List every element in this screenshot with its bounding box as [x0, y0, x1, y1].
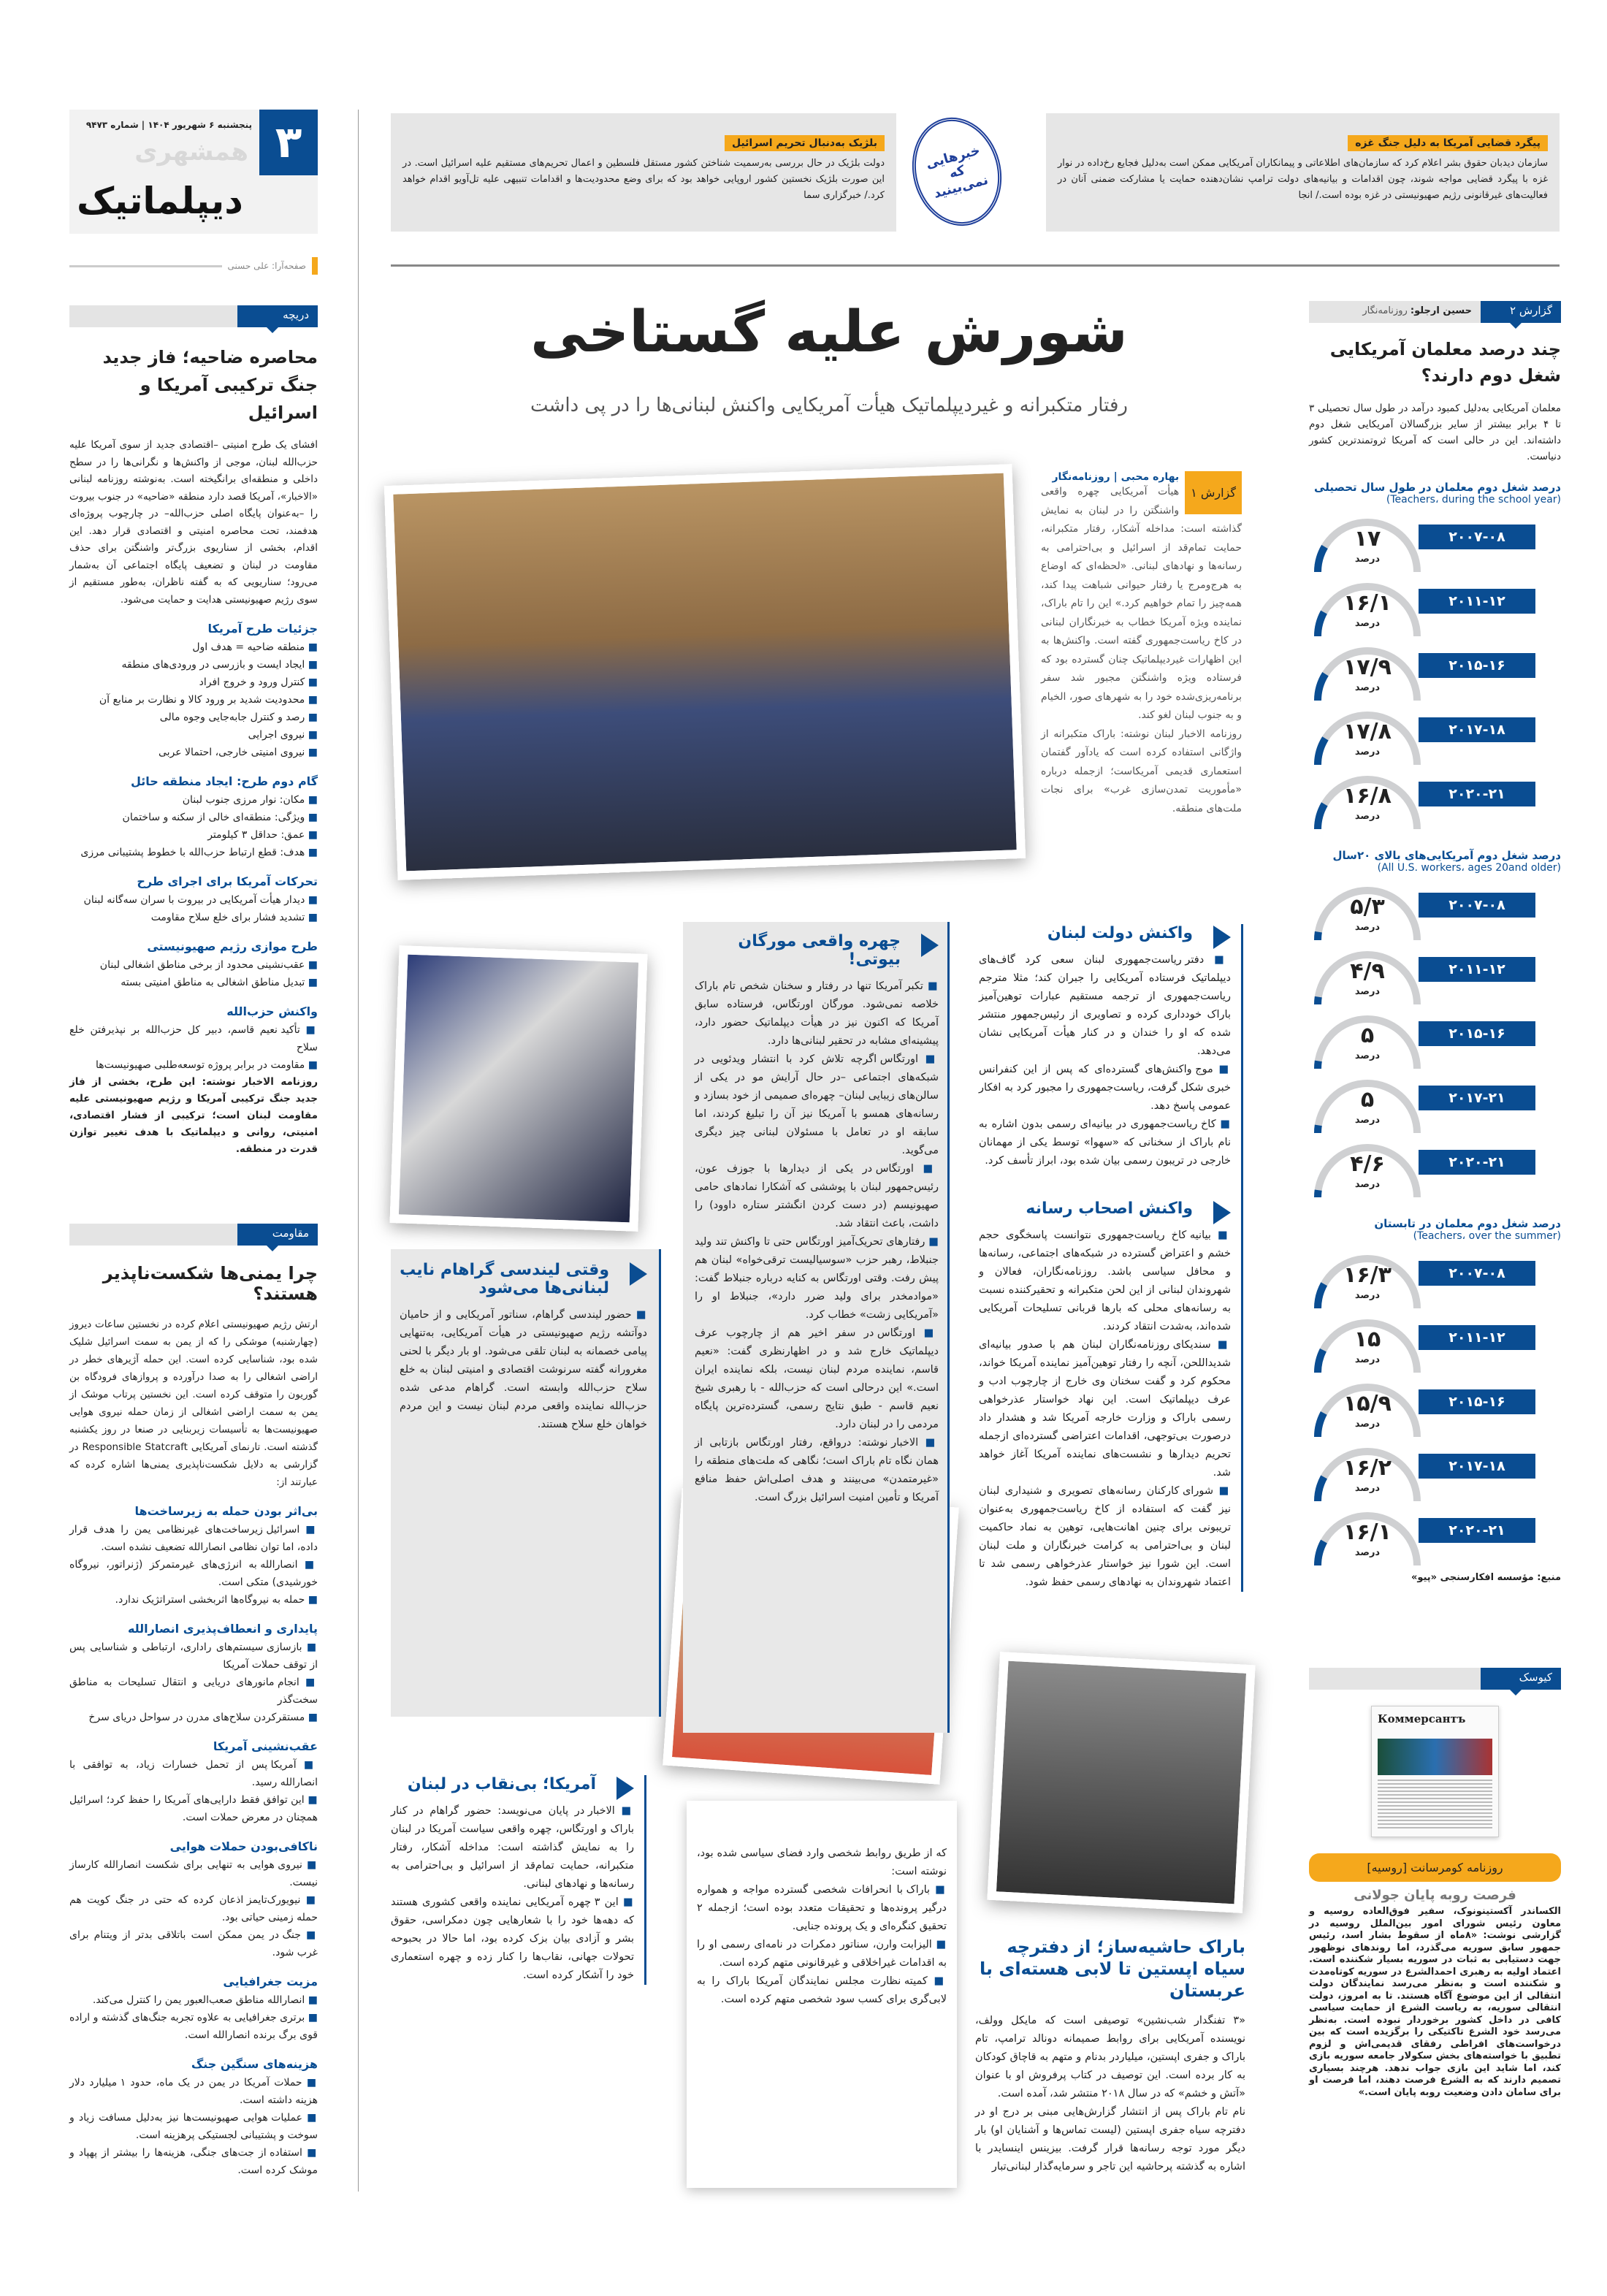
gauge-row — [1309, 1506, 1561, 1569]
divider — [391, 264, 1560, 267]
gauge-year-label: ۲۰۲۰-۲۱ — [1419, 1518, 1535, 1543]
list-item: ■ آمریکا پس از تحمل خسارات زیاد، به توافقی با انصارالله رسید. — [69, 1756, 318, 1791]
list-item: ■ کاخ ریاست‌جمهوری در بیانیه‌ای رسمی بدون اشاره به نام باراک از سخنانی که «سهوا» توسط یکی از مهمانان خارجی در تریبون رسمی بیان شده بود، ابراز تأسف کرد. — [979, 1115, 1231, 1170]
group-title: عقب‌نشینی آمریکا — [213, 1739, 318, 1753]
fact-groups — [69, 622, 318, 1074]
group-title: طرح موازی رژیم صهیونیستی — [147, 939, 318, 953]
list-item: ■ اورتگاس اگرچه تلاش کرد با انتشار ویدئویی در شبکه‌های اجتماعی –در حال آرایش مو در یکی از سالن‌های زیبایی لبنان– چهره‌ای صمیمی از خود بسازد و رسانه‌های همسو با آمریکا نیز آن را تبلیغ کردند، اما سابقه او در تعامل با مسئولان لبنانی چیز دیگری می‌گوید. — [695, 1050, 939, 1160]
top-news-body: سازمان دیدبان حقوق بشر اعلام کرد که سازمان‌های اطلاعاتی و پیمانکاران آمریکایی ممکن است به‌دلیل فجایع رخ‌داده در نوار غزه با پیگرد قضایی مواجه شوند، چون اقدامات و بیانیه‌های دولت ترامپ نشان‌دهنده حمایت یا مشارکت ضمنی آنان در فعالیت‌های غیرقانونی رژیم صهیونیستی در غزه بوده است./ انجا — [1058, 158, 1548, 201]
gauge-value-number: ۴/۹ — [1350, 958, 1385, 984]
gauge-row — [1309, 1074, 1561, 1137]
gauge-value-number: ۴/۶ — [1350, 1151, 1385, 1177]
list-item: ■ دفتر ریاست‌جمهوری لبنان سعی کرد گاف‌های دیپلماتیک فرستاده آمریکایی را جبران کند؛ مثلا مترجم ریاست‌جمهوری از ترجمه مستقیم عبارات توهین‌آمیز باراک خودداری کرده و تصاویری از رئیس‌جمهور منتشر شده که او را خندان و در کنار هیأت آمریکایی نشان می‌دهد. — [979, 951, 1231, 1061]
gauge-row — [1309, 641, 1561, 704]
closing-text: روزنامه الاخبار نوشته: این طرح، بخشی از فاز جدید جنگ ترکیبی آمریکا و رژیم صهیونیستی علیه مقاومت لبنان است؛ ترکیبی از فشار اقتصادی، امنیتی، روانی و دیپلماتیک با هدف تغییر توازن قدرت در منطقه. — [69, 1076, 318, 1155]
gauge-year-label: ۲۰۱۵-۱۶ — [1419, 1021, 1535, 1046]
section-title: وقتی لیندسی گراهام نایب لبنانی‌ها می‌شود — [400, 1261, 647, 1297]
section-title: باراک حاشیه‌ساز؛ از دفترچه سیاه اپستین تا لابی هسته‌ای با عربستان — [979, 1937, 1245, 2001]
gauge-value-number: ۱۷/۹ — [1343, 655, 1392, 680]
report-1 — [1041, 471, 1242, 818]
gauge-value — [1309, 896, 1426, 933]
list-item: ■ نیویورک‌تایمز اذعان کرده که حتی در جنگ کویت هم حمله زمینی حیاتی بود. — [69, 1891, 318, 1926]
gauge-row — [1309, 513, 1561, 576]
left-column-resistance — [69, 1224, 318, 2179]
list-item: ■ سندیکای روزنامه‌نگاران لبنان هم با صدور بیانیه‌ای شدیداللحن، آنچه را رفتار توهین‌آمیز نماینده آمریکا خواند، محکوم کرد و گفت سخنان وی خارج از چارچوب ادب و عرف دیپلماتیک است. این نهاد خواستار عذرخواهی رسمی باراک و وزارت خارجه آمریکا شد و هشدار داد درصورت بی‌توجهی، اقدامات اعتراضی گسترده‌ای ازجمله تحریم دیدارها و نشست‌های نماینده آمریکا آغاز خواهد شد. — [979, 1336, 1231, 1482]
gauge-year-label: ۲۰۱۱-۱۲ — [1419, 957, 1535, 982]
chart-title: درصد شغل دوم معلمان در طول سال تحصیلی — [1314, 481, 1561, 494]
list-item: ■ محدودیت شدید بر ورود کالا و نظارت بر منابع آن — [69, 691, 318, 709]
photo-lindsey-graham — [389, 945, 647, 1232]
chart-title: درصد شغل دوم آمریکایی‌های بالای ۲۰سال — [1332, 849, 1561, 862]
section-barrack — [975, 1936, 1245, 2176]
gauge-value-number: ۱۶/۳ — [1343, 1262, 1392, 1288]
list-item: ■ دیدار هیأت آمریکایی در بیروت با سران سه‌گانه لبنان — [69, 891, 318, 909]
list-item: ■ برتری جغرافیایی به علاوه تجربه جنگ‌های گذشته و اراده قوی برگ برنده انصارالله است. — [69, 2009, 318, 2044]
kiosk-body: الکساندر آکستینونوک، سفیر فوق‌العاده روسیه و معاون رئیس شورای امور بین‌الملل روسیه در گزارشی نوشت: «۸ماه از سقوط بشار اسد، رئیس جمهور سابق سوریه می‌گذرد، اما روندهای نوظهور جهت دستیابی به ثبات در سوریه بسیار شکننده است. اعتماد اولیه به رهبری احمدالشرع در سوریه کوتاه‌مدت و شکننده است و به‌نظر می‌رسد نمایندگان دولت انتقالی از این موضوع آگاه هستند. تا به امروز، دولت انتقالی سوریه، به ریاست الشرع از حمایت سیاسی کافی در داخل کشور برخوردار نبوده است. به‌نظر می‌رسد خود الشرع تاکتیکی را برگزیده است که بین درخواست‌های افراطی رفقای قدیمی‌اش و لزوم تطبیق با خواسته‌های بخش سکولار جامعه سوریه بازی کند، اما شاید این بازی جواب ندهد. هرچند بسیاری تصمیم دارند که به الشرع فرصت دهند، اما فرصت او برای سامان دادن وضعیت روبه پایان است.» — [1309, 1906, 1561, 2098]
section-tag: مقاومت — [237, 1224, 318, 1246]
top-news-right — [1046, 113, 1560, 232]
gauge-value-number: ۵ — [1360, 1087, 1375, 1113]
gauge-row — [1309, 1138, 1561, 1201]
gauge-value — [1309, 656, 1426, 693]
list-item: ■ کمیته نظارت مجلس نمایندگان آمریکا باراک را به لابی‌گری برای کسب سود شخصی متهم کرده است. — [697, 1972, 947, 2009]
article-title: چند درصد معلمان آمریکایی شغل دوم دارند؟ — [1329, 339, 1561, 386]
group-title: هزینه‌های سنگین جنگ — [191, 2057, 318, 2071]
gauge-year-label: ۲۰۲۰-۲۱ — [1419, 782, 1535, 806]
byline — [1354, 301, 1481, 323]
barrack-continued-card — [687, 1801, 957, 2188]
gauge-unit: درصد — [1354, 1483, 1381, 1494]
section-ortagus — [683, 922, 950, 1733]
gauge-unit: درصد — [1354, 618, 1381, 629]
list-item: ■ مستقرکردن سلاح‌های مدرن در سواحل دریای سرخ — [69, 1709, 318, 1726]
gauge-row — [1309, 770, 1561, 833]
list-item: ■ نیروی هوایی به تنهایی برای شکست انصارالله کارساز نیست. — [69, 1856, 318, 1891]
list-item: ■ اورتگاس در سفر اخیر هم از چارچوب عرف دیپلماتیک خارج شد و در اظهارنظری گفت: «نعیم قاسم، نماینده مردم لبنان نیست، بلکه نماینده ایران است.» این درحالی است که حزب‌الله - با رهبری شیخ نعیم قاسم - طبق نتایج رسمی، گسترده‌ترین پایگاه مردمی را در لبنان دارد. — [695, 1324, 939, 1434]
section-header — [1309, 301, 1561, 323]
article-body: «۳ تفنگدار شب‌نشین» توصیفی است که مایکل وولف، نویسنده آمریکایی برای روابط صمیمانه دونالد ترامپ، تام باراک و جفری اپستین، میلیاردر بدنام و متهم به قاچاق کودکان به کار برده است. این توصیف در کتاب پرفروش او با عنوان «آتش و خشم» که در سال ۲۰۱۸ منتشر شد، آمده است. — [975, 2015, 1245, 2099]
newspaper-masthead: Коммерсантъ — [1378, 1712, 1466, 1725]
photo-us-delegation-meeting — [384, 464, 1026, 880]
gauge-year-label: ۲۰۰۷-۰۸ — [1419, 893, 1535, 918]
left-column-window — [69, 305, 318, 1158]
chart-subtitle: (All U.S. workers، ages 20and older) — [1377, 862, 1561, 874]
article-body: ارتش رژیم صهیونیستی اعلام کرده در نخستین ساعات دیروز (چهارشنبه) موشکی را که از یمن به سمت اسرائیل شلیک شده بود، شناسایی کرده است. این حمله آژیرهای خطر در اراضی اشغالی را به صدا درآورده و پروازهای فرودگاه بن گوریون را متوقف کرده است. این نخستین پرتاب موشک از یمن به سمت اراضی اشغالی از زمان حمله نیروی هوایی صهیونیست‌ها به تأسیسات زیربنایی در صنعا در روز یکشنبه گذشته است. تارنمای آمریکایی Responsible Statcraft در گزارشی به دلایل شکست‌ناپذیری یمنی‌ها اشاره کرده که عبارتند از: — [69, 1319, 318, 1488]
gauge-unit: درصد — [1354, 986, 1381, 997]
bullet-list — [400, 1306, 647, 1434]
masthead — [69, 110, 318, 234]
issue-date: پنجشنبه ۶ شهریور ۱۴۰۴ | شماره ۹۴۷۳ — [85, 120, 252, 130]
gauge-unit: درصد — [1354, 682, 1381, 693]
bullet-list — [697, 1881, 947, 2009]
list-item: ■ مکان: نوار مرزی جنوب لبنان — [69, 791, 318, 809]
list-item: ■ شورای کارکنان رسانه‌های تصویری و شنیداری لبنان نیز گفت که استفاده از کاخ ریاست‌جمهوری به‌عنوان تریبونی برای چنین اهانت‌هایی، توهین به نماد حاکمیت لبنان و بی‌احترامی به کرامت خبرنگاران و ملت لبنان است. این شورا نیز خواستار عذرخواهی رسمی شد تا اعتماد شهروندان به نهادهای رسمی حفظ شود. — [979, 1482, 1231, 1592]
list-item: ■ حضور لیندسی گراهام، سناتور آمریکایی و از حامیان دوآتشه رژیم صهیونیستی در هیأت آمریکایی، به‌تنهایی پیامی خصمانه به لبنان تلقی می‌شود. او بار دیگر با لحنی مغرورانه گفته سرنوشت اقتصادی و امنیتی لبنان به خلع سلاح حزب‌الله وابسته است. گراهام مدعی شده حزب‌الله نماینده واقعی مردم لبنان نیست و این مردم خواهان خلع سلاح هستند. — [400, 1306, 647, 1434]
section-graham — [391, 1249, 661, 1717]
top-news-left — [391, 113, 896, 232]
gauge-value-number: ۵/۳ — [1350, 894, 1385, 920]
list-item: ■ استفاده از جت‌های جنگی، هزینه‌ها را بیشتر از پهپاد و موشک کرده است. — [69, 2144, 318, 2179]
list-item: ■ رفتارهای تحریک‌آمیز اورتگاس حتی تا واکنش تند ولید جنبلاط، رهبر حزب «سوسیالیست ترقی‌خواه» لبنان هم پیش رفت. وقتی اورتگاس به کنایه درباره جنبلاط گفت: «موادمخدر برای ولید ضرر دارد»، جنبلاط او را «آمریکایی زشت» خطاب کرد. — [695, 1233, 939, 1324]
article-title: چرا یمنی‌ها شکست‌ناپذیر هستند؟ — [102, 1263, 318, 1304]
card-lead: که از طریق روابط شخصی وارد فضای سیاسی شده بود، نوشته است: — [697, 1847, 947, 1877]
lead-text-2: روزنامه الاخبار لبنان نوشته: باراک متکبرانه از واژگانی استفاده کرده است که یادآور گفتمان استعماری قدیمی آمریکاست؛ ازجمله درباره «مأموریت تمدن‌سازی غرب» برای نجات ملت‌های منطقه. — [1041, 728, 1242, 815]
gauge-unit: درصد — [1354, 1179, 1381, 1190]
gauge-value-number: ۱۶/۸ — [1343, 783, 1392, 809]
designer-credit — [69, 257, 318, 275]
accent-mark — [312, 257, 318, 275]
list-item: ■ انصارالله مناطق صعب‌العبور یمن را کنترل می‌کند. — [69, 1991, 318, 2009]
gauge-value — [1309, 1521, 1426, 1558]
gauge-value-number: ۱۵/۹ — [1343, 1391, 1392, 1416]
group-title: گام دوم طرح: ایجاد منطقه حائل — [130, 774, 318, 788]
gauge-row — [1309, 1378, 1561, 1441]
gauge-row — [1309, 577, 1561, 640]
gauge-value — [1309, 1457, 1426, 1494]
stamp-text: خبرهایی که نمی‌بینید — [924, 142, 990, 202]
gauge-year-label: ۲۰۱۱-۱۲ — [1419, 1325, 1535, 1350]
bullet-list — [979, 951, 1231, 1170]
bullet-list — [979, 1227, 1231, 1592]
list-item: ■ انصارالله به انرژی‌های غیرمتمرکز (ژنراتور، نیروگاه خورشیدی) متکی است. — [69, 1556, 318, 1591]
kiosk — [1309, 1668, 1561, 2099]
list-item: ■ حملات آمریکا در یمن در یک ماه، حدود ۱ میلیارد دلار هزینه داشته است. — [69, 2074, 318, 2109]
list-item: ■ عملیات هوایی صهیونیست‌ها نیز به‌دلیل مسافت زیاد و سوخت و پشتیبانی لجستیکی پرهزینه است. — [69, 2109, 318, 2144]
list-item: ■ ایجاد ایست و بازرسی در ورودی‌های منطقه — [69, 656, 318, 674]
gauge-value — [1309, 527, 1426, 565]
gauge-value-number: ۱۶/۱ — [1343, 590, 1392, 616]
chart-source: منبع: مؤسسه افکارسنجی «پیو» — [1411, 1572, 1561, 1583]
column-divider — [358, 110, 359, 2192]
gauge-row — [1309, 706, 1561, 768]
top-news-title: بلژیک به‌دنبال تحریم اسرائیل — [725, 135, 885, 151]
divider — [69, 265, 222, 267]
gauge-year-label: ۲۰۱۷-۱۸ — [1419, 1454, 1535, 1479]
gauge-value-number: ۱۷ — [1354, 526, 1381, 552]
gauge-value — [1309, 1153, 1426, 1190]
list-item: ■ این ۳ چهره آمریکایی نماینده واقعی کشوری هستند که دهه‌ها خود را با شعارهایی چون دمکراسی، حقوق بشر و آزادی بیان بزک کرده بود، اما حالا در بحبوحه تحولات جهانی، نقاب‌ها را کنار زده و چهره استعماری خود را آشکار کرده است. — [391, 1893, 634, 1985]
section-title: چهره واقعی مورگان بیوتی! — [695, 932, 939, 969]
gauge-row — [1309, 945, 1561, 1008]
report-tag: گزارش ۱ — [1185, 471, 1242, 514]
gauge-year-label: ۲۰۱۵-۱۶ — [1419, 1389, 1535, 1414]
list-item: ■ بیانیه کاخ ریاست‌جمهوری نتوانست پاسخگوی حجم خشم و اعتراض گسترده در شبکه‌های اجتماعی، رسانه‌ها و محافل سیاسی باشد. روزنامه‌نگاران، فعالان و شهروندان لبنانی از این لحن متکبرانه و تحقیرکننده نسبت به رسانه‌های محلی که بارها قربانی تسلیحات آمریکایی شده‌اند، به‌شدت انتقاد کردند. — [979, 1227, 1231, 1336]
list-item: ■ نیروی اجرایی — [69, 726, 318, 744]
top-news-title: پیگرد قضایی آمریکا به دلیل جنگ غزه — [1348, 135, 1548, 151]
brand-logo: همشهری — [134, 137, 248, 167]
byline-name: حسین ارجلو: — [1410, 305, 1472, 316]
bullet-list — [391, 1802, 634, 1985]
chart-title: درصد شغل دوم معلمان در تابستان — [1374, 1217, 1561, 1230]
group-title: جزئیات طرح آمریکا — [207, 622, 318, 636]
gauge-year-label: ۲۰۱۷-۱۸ — [1419, 717, 1535, 742]
kiosk-title: فرصت روبه پایان جولانی — [1354, 1888, 1516, 1903]
group-title: واکنش حزب‌الله — [226, 1004, 318, 1018]
list-item: ■ هدف: قطع ارتباط حزب‌الله با خطوط پشتیبانی مرزی — [69, 844, 318, 861]
gauge-unit: درصد — [1354, 747, 1381, 758]
gauge-value — [1309, 1088, 1426, 1126]
stamp-logo — [901, 107, 1014, 236]
section-unmasked — [391, 1775, 646, 1985]
section-title: آمریکا؛ بی‌نقاب در لبنان — [391, 1775, 634, 1793]
section-lebanon-gov — [979, 924, 1243, 1592]
gauge-value — [1309, 1328, 1426, 1365]
gauge-row — [1309, 881, 1561, 944]
list-item: ■ الاخبار در پایان می‌نویسد: حضور گراهام در کنار باراک و اورتگاس، چهره واقعی سیاست آمریکا در لبنان را به نمایش گذاشته است: مداخله آشکار، رفتار متکبرانه، حمایت تمام‌قد از اسرائیل و بی‌احترامی به رسانه‌ها و نهادهای لبنانی. — [391, 1802, 634, 1893]
list-item: ■ انجام مانورهای دریایی و انتقال تسلیحات به مناطق سخت‌گذر — [69, 1674, 318, 1709]
gauge-unit: درصد — [1354, 1050, 1381, 1061]
gauge-unit: درصد — [1354, 1547, 1381, 1558]
group-title: تحرکات آمریکا برای اجرای طرح — [137, 874, 318, 888]
byline-role: روزنامه‌نگار — [1362, 305, 1408, 316]
section-header — [69, 305, 318, 327]
group-title: پایداری و انعطاف‌پذیری انصارالله — [127, 1622, 318, 1636]
list-item: ■ باراک با انحرافات شخصی گسترده مواجه و همواره درگیر پرونده‌ها و تحقیقات متعدد بوده است؛ ازجمله ۲ تحقیق کنگره‌ای و یک پرونده جنایی. — [697, 1881, 947, 1936]
list-item: ■ نیروی امنیتی خارجی، احتمالا عربی — [69, 744, 318, 761]
list-item: ■ اورتگاس در یکی از دیدارها با جوزف عون، رئیس‌جمهور لبنان با پوششی که آشکارا نمادهای حامی صهیونیسم (در دست کردن انگشتر ستاره داوود) را داشت، باعث انتقاد شد. — [695, 1160, 939, 1233]
section-header — [69, 1224, 318, 1246]
gauge-year-label: ۲۰۰۷-۰۸ — [1419, 525, 1535, 549]
gauge-value — [1309, 1392, 1426, 1430]
list-item: ■ تأکید نعیم قاسم، دبیر کل حزب‌الله بر نپذیرفتن خلع سلاح — [69, 1021, 318, 1056]
group-title: بی‌اثر بودن حمله به زیرساخت‌ها — [134, 1504, 318, 1518]
section-logo: دیپلماتیک — [77, 180, 243, 222]
gauge-year-label: ۲۰۱۷-۲۱ — [1419, 1086, 1535, 1110]
chart-subtitle: (Teachers، over the summer) — [1413, 1230, 1561, 1242]
list-item: ■ الاخبار نوشته: درواقع، رفتار اورتگاس بازتابی از همان نگاه تام باراک است؛ نگاهی که ملت‌های منطقه را «غیرمتمدن» می‌بینند و هدف اصلی‌اش حفظ منافع آمریکا و تأمین امنیت اسرائیل بزرگ است. — [695, 1434, 939, 1507]
gauge-value-number: ۱۵ — [1354, 1327, 1381, 1352]
chart-subtitle: (Teachers، during the school year) — [1386, 494, 1561, 506]
bullet-list — [695, 977, 939, 1507]
gauge-row — [1309, 1313, 1561, 1376]
byline: بهاره محبی | روزنامه‌نگار — [1052, 471, 1180, 483]
top-news-body: دولت بلژیک در حال بررسی به‌رسمیت شناختن کشور مستقل فلسطین و اعمال تحریم‌های مستقیم علیه اسرائیل است. در این صورت بلژیک نخستین کشور اروپایی خواهد بود که برای وضع محدودیت‌ها و اقدامات تنبیهی علیه تل‌آویو اقدام خواهد کرد./ خبرگزاری سما — [402, 158, 885, 201]
gauge-value — [1309, 1024, 1426, 1061]
report-2 — [1309, 301, 1561, 1583]
section-header — [1309, 1668, 1561, 1690]
list-item: ■ منطقه ضاحیه = هدف اول — [69, 638, 318, 656]
list-item: ■ الیزابت وارن، سناتور دمکرات در نامه‌ای رسمی او را به اقدامات غیراخلاقی و غیرقانونی متهم کرده است. — [697, 1936, 947, 1972]
gauge-unit: درصد — [1354, 922, 1381, 933]
gauge-value — [1309, 1264, 1426, 1301]
list-item: ■ کنترل ورود و خروج افراد — [69, 674, 318, 691]
list-item: ■ عقب‌نشینی محدود از برخی مناطق اشغالی لبنان — [69, 956, 318, 974]
gauge-unit: درصد — [1354, 811, 1381, 822]
gauge-value-number: ۱۶/۲ — [1343, 1455, 1392, 1481]
list-item: ■ این توافق فقط دارایی‌های آمریکا را حفظ کرد؛ اسرائیل همچنان در معرض حملات است. — [69, 1791, 318, 1826]
section-tag: گزارش ۲ — [1481, 301, 1561, 323]
gauge-unit: درصد — [1354, 554, 1381, 565]
gauge-year-label: ۲۰۲۰-۲۱ — [1419, 1150, 1535, 1175]
gauge-unit: درصد — [1354, 1290, 1381, 1301]
list-item: ■ تشدید فشار برای خلع سلاح مقاومت — [69, 909, 318, 926]
list-item: ■ تکبر آمریکا تنها در رفتار و سخنان شخص تام باراک خلاصه نمی‌شود. مورگان اورتگاس، فرستاده سابق آمریکا که اکنون نیز در هیأت دیپلماتیک حضور دارد، پیشینه‌ای مشابه در تحقیر لبنانی‌ها دارد. — [695, 977, 939, 1050]
section-tag: کیوسک — [1481, 1668, 1561, 1690]
section-tag: دریچه — [237, 305, 318, 327]
gauge-unit: درصد — [1354, 1354, 1381, 1365]
designer-name: صفحه‌آرا: علی حسنی — [227, 261, 306, 271]
list-item: ■ عمق: حداقل ۳ کیلومتر — [69, 826, 318, 844]
gauge-row — [1309, 1249, 1561, 1312]
section-title: واکنش دولت لبنان — [979, 924, 1231, 942]
section-title: واکنش اصحاب رسانه — [979, 1200, 1231, 1218]
main-headline: شورش علیه گستاخی — [530, 300, 1128, 365]
list-item: ■ ویژگی: منطقه‌ای خالی از سکنه و ساختمان — [69, 809, 318, 826]
photo-tom-barrack — [987, 1652, 1255, 1913]
gauge-year-label: ۲۰۱۵-۱۶ — [1419, 653, 1535, 678]
gauge-value — [1309, 592, 1426, 629]
list-item: ■ حمله به نیروگاه‌ها اثربخشی استراتژیک ندارد. — [69, 1591, 318, 1609]
list-item: ■ رصد و کنترل جابه‌جایی وجوه مالی — [69, 709, 318, 726]
gauge-value — [1309, 960, 1426, 997]
group-title: ناکافی‌بودن حملات هوایی — [169, 1839, 318, 1853]
gauge-value-number: ۱۷/۸ — [1343, 719, 1392, 744]
gauge-value-number: ۱۶/۱ — [1343, 1519, 1392, 1545]
list-item: ■ موج واکنش‌های گسترده‌ای که پس از این کنفرانس خبری شکل گرفت، ریاست‌جمهوری را مجبور کرد به افکار عمومی پاسخ دهد. — [979, 1061, 1231, 1115]
article-title: محاصره ضاحیه؛ فاز جدید جنگ ترکیبی آمریکا و اسرائیل — [102, 347, 318, 423]
gauge-year-label: ۲۰۰۷-۰۸ — [1419, 1261, 1535, 1286]
gauge-row — [1309, 1442, 1561, 1505]
fact-groups — [69, 1504, 318, 2179]
list-item: ■ مقاومت در برابر پروژه توسعه‌طلبی صهیونیست‌ها — [69, 1056, 318, 1074]
list-item: ■ اسرائیل زیرساخت‌های غیرنظامی یمن را هدف قرار داده، اما توان نظامی انصارالله تضعیف نشده است. — [69, 1521, 318, 1556]
article-body: نام تام باراک پس از انتشار گزارش‌هایی مبنی بر درج او در دفترچه سیاه جفری اپستین (لیست تماس‌ها و آشنایان او) بار دیگر مورد توجه رسانه‌ها قرار گرفت. بیزینس اینسایدر با اشاره به گذشته پرحاشیه این تاجر و سرمایه‌گذار لبنانی‌تبار — [975, 2106, 1245, 2173]
newspaper-thumbnail — [1371, 1706, 1499, 1837]
paper-name: روزنامه کومرسانت [روسیه] — [1309, 1853, 1561, 1882]
list-item: ■ بازسازی سیستم‌های راداری، ارتباطی و شناسایی پس از توقف حملات آمریکا — [69, 1639, 318, 1674]
article-body: افشای یک طرح امنیتی –اقتصادی جدید از سوی آمریکا علیه حزب‌الله لبنان، موجی از واکنش‌ها و نگرانی‌ها را در سطح داخلی و منطقه‌ای برانگیخته است. به‌نوشته روزنامه لبنانی «الاخبار»، آمریکا قصد دارد منطقه «ضاحیه» در جنوب بیروت را –به‌عنوان پایگاه اصلی حزب‌الله– در چارچوب پروژه‌ای هدفمند، تحت محاصره امنیتی و اقتصادی قرار دهد. این اقدام، بخشی از سناریوی بزرگ‌تر واشنگتن برای حذف مقاومت در لبنان و تضعیف پایگاه اجتماعی آن به‌شمار می‌رود؛ سناریویی که به گفته ناظران، به‌طور مستقیم از سوی رژیم صهیونیستی هدایت و حمایت می‌شود. — [69, 439, 318, 606]
gauge-value — [1309, 720, 1426, 758]
gauge-value — [1309, 785, 1426, 822]
newspaper-text — [1378, 1780, 1492, 1831]
gauge-unit: درصد — [1354, 1115, 1381, 1126]
newspaper-photo — [1378, 1739, 1492, 1775]
gauge-unit: درصد — [1354, 1419, 1381, 1430]
list-item: ■ جنگ در یمن ممکن است باتلاقی بدتر از ویتنام برای غرب شود. — [69, 1926, 318, 1961]
list-item: ■ تبدیل مناطق اشغالی به مناطق امنیتی بسته — [69, 974, 318, 991]
page-number: ۳ — [259, 110, 318, 175]
gauge-row — [1309, 1010, 1561, 1072]
lead-text: هیأت آمریکایی چهره واقعی واشنگتن را در لبنان به نمایش گذاشته است: مداخله آشکار، رفتار متکبرانه، حمایت تمام‌قد از اسرائیل و بی‌احترامی به رسانه‌ها و نهادهای لبنانی. «لحظه‌ای که اوضاع به هرج‌ومرج یا رفتار حیوانی شباهت پیدا کند، همه‌چیز را تمام خواهیم کرد.» این را تام باراک، نماینده ویژه آمریکا خطاب به خبرنگاران لبنانی در کاخ ریاست‌جمهوری گفته است. واکنش‌ها به این اظهارات غیردیپلماتیک چنان گسترده بود که فرستاده ویژه واشنگتن مجبور شد سفر برنامه‌ریزی‌شده خود را به شهرهای صور، الخیام و به جنوب لبنان لغو کند. — [1041, 486, 1242, 721]
gauge-year-label: ۲۰۱۱-۱۲ — [1419, 589, 1535, 614]
main-subtitle: رفتار متکبرانه و غیردیپلماتیک هیأت آمریکایی واکنش لبنانی‌ها را در پی داشت — [530, 394, 1128, 416]
gauge-value-number: ۵ — [1360, 1023, 1375, 1048]
article-intro: معلمان آمریکایی به‌دلیل کمبود درآمد در طول سال تحصیلی ۳ تا ۴ برابر بیشتر از سایر بزرگسالان آمریکایی شغل دوم داشته‌اند. این در حالی است که آمریکا ثروتمندترین کشور دنیاست. — [1309, 403, 1561, 462]
group-title: مزیت جغرافیایی — [223, 1975, 318, 1988]
